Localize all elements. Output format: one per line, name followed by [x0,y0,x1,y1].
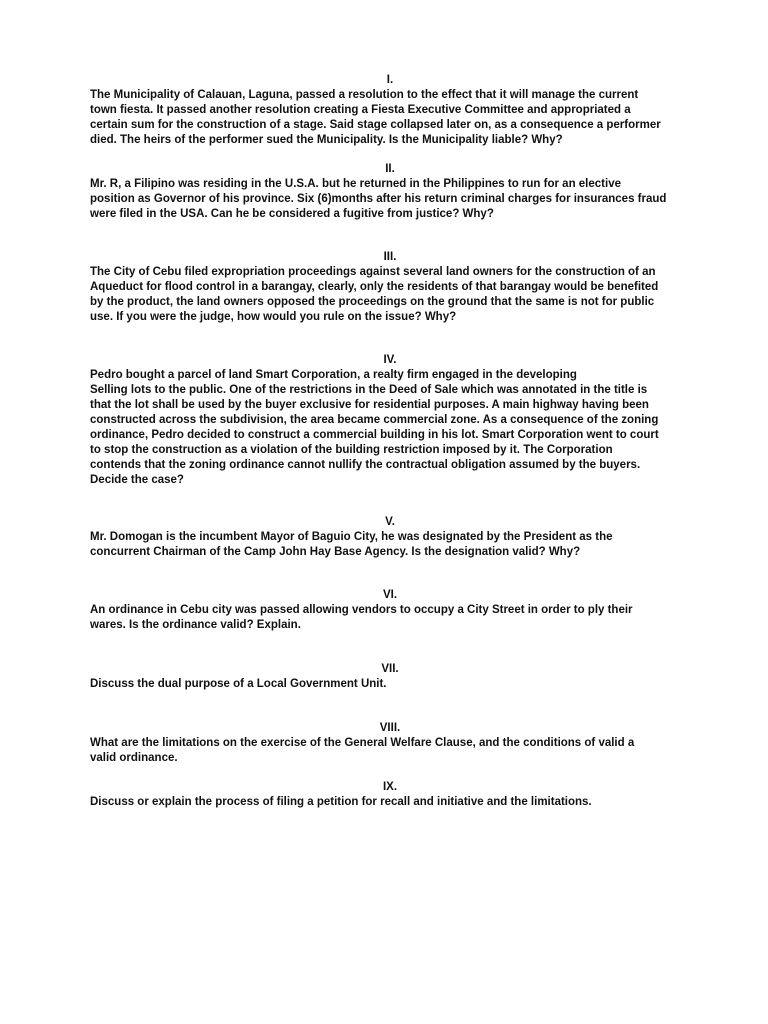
question-text: Discuss or explain the process of filing a petition for recall and initiative and the limitations. [90,796,592,808]
question-text: Pedro bought a parcel of land Smart Corporation, a realty firm engaged in the developing Selling lots to the public. One of the restrictions in the Deed of Sale which was annotated in the title is that the lot shall be used by the buyer exclusive for residential purposes. A main highway having been constructed across the subdivision, the area became commercial zone. As a consequence of the zoning ordinance, Pedro decided to construct a commercial building in his lot. Smart Corporation went to court to stop the construction as a violation of the building restriction imposed by it. The Corporation contends that the zoning ordinance cannot nullify the contractual obligation assumed by the buyers. Decide the case? [90,369,659,486]
question-number: VII. [381,663,399,675]
question-block [90,250,690,325]
question-text: Mr. Domogan is the incumbent Mayor of Baguio City, he was designated by the President as the concurrent Chairman of the Camp John Hay Base Agency. Is the designation valid? Why? [90,531,613,558]
question-text: The Municipality of Calauan, Laguna, passed a resolution to the effect that it will manage the current town fiesta. It passed another resolution creating a Fiesta Executive Committee and appropriated a certain sum for the construction of a stage. Said stage collapsed later on, as a consequence a performer died. The heirs of the performer sued the Municipality. Is the Municipality liable? Why? [90,89,661,146]
question-block [90,73,690,148]
question-block [90,353,690,488]
question-text: Discuss the dual purpose of a Local Government Unit. [90,678,387,690]
question-block [90,162,690,222]
question-block [90,662,690,692]
question-block [90,515,690,560]
question-number: V. [385,516,395,528]
question-text: What are the limitations on the exercise of the General Welfare Clause, and the conditions of valid a valid ordinance. [90,737,635,764]
question-number: VIII. [379,722,401,734]
question-block [90,780,690,810]
question-block [90,721,690,766]
question-text: An ordinance in Cebu city was passed allowing vendors to occupy a City Street in order to ply their wares. Is the ordinance valid? Explain. [90,604,633,631]
question-text: Mr. R, a Filipino was residing in the U.S.A. but he returned in the Philippines to run for an elective position as Governor of his province. Six (6)months after his return criminal charges for insurances fraud were filed in the USA. Can he be considered a fugitive from justice? Why? [90,178,667,220]
question-block [90,588,690,633]
question-number: IV. [383,354,397,366]
question-text: The City of Cebu filed expropriation proceedings against several land owners for the construction of an Aqueduct for flood control in a barangay, clearly, only the residents of that barangay would be benefited by the product, the land owners opposed the proceedings on the ground that the same is not for public use. If you were the judge, how would you rule on the issue? Why? [90,266,659,323]
question-number: VI. [382,589,398,601]
question-number: I. [386,74,394,86]
question-number: IX. [382,781,398,793]
question-number: III. [383,251,397,263]
question-number: II. [385,163,395,175]
